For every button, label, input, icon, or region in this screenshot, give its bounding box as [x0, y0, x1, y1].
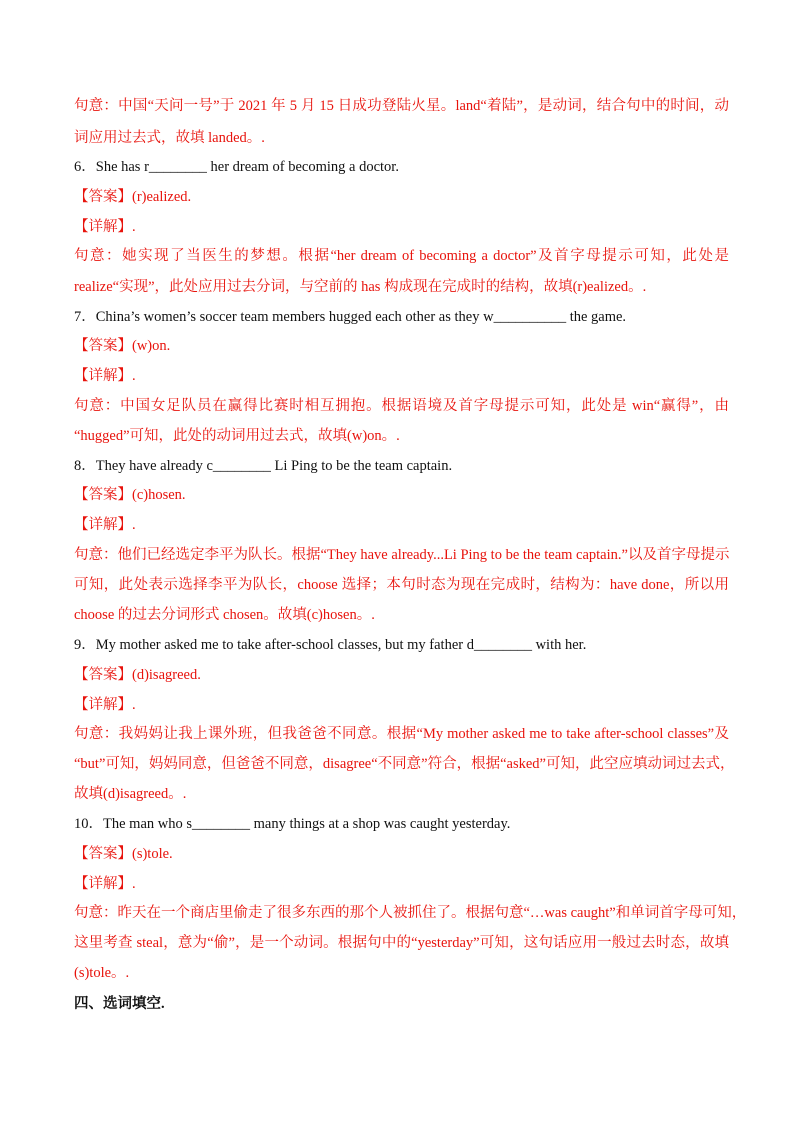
- explanation-text: 故填(d)isagreed。.: [74, 786, 187, 802]
- answer-label: 【答案】(w)on.: [74, 338, 171, 354]
- explanation-text: 句意：他们已经选定李平为队长。根据“They have already...Li Ping to be the team captain.”以及首字母提示: [74, 547, 730, 563]
- answer-label: 【答案】(r)ealized.: [74, 189, 192, 205]
- detail-label: 【详解】.: [74, 697, 136, 713]
- explanation-text: 句意：中国“天问一号”于 2021 年 5 月 15 日成功登陆火星。land“着陆”，是动词，结合句中的时间，动: [74, 98, 729, 114]
- question-7: 7．China’s women’s soccer team members hugged each other as they w__________ the game.: [74, 309, 627, 325]
- detail-label: 【详解】.: [74, 876, 136, 892]
- explanation-text: (s)tole。.: [74, 965, 130, 981]
- explanation-text: 词应用过去式，故填 landed。.: [74, 130, 265, 146]
- explanation-text: 句意：昨天在一个商店里偷走了很多东西的那个人被抓住了。根据句意“…was caught”和单词首字母可知，: [74, 905, 747, 921]
- explanation-text: 这里考查 steal，意为“偷”，是一个动词。根据句中的“yesterday”可知，这句话应用一般过去时态，故填: [74, 935, 729, 951]
- explanation-text: 句意：中国女足队员在赢得比赛时相互拥抱。根据语境及首字母提示可知，此处是 win“赢得”，由: [74, 398, 729, 414]
- detail-label: 【详解】.: [74, 368, 136, 384]
- explanation-text: realize“实现”，此处应用过去分词，与空前的 has 构成现在完成时的结构，故填(r)ealized。.: [74, 279, 647, 295]
- explanation-text: “hugged”可知，此处的动词用过去式，故填(w)on。.: [74, 428, 400, 444]
- explanation-text: choose 的过去分词形式 chosen。故填(c)hosen。.: [74, 607, 375, 623]
- question-10: 10．The man who s________ many things at a shop was caught yesterday.: [74, 816, 511, 832]
- explanation-text: “but”可知，妈妈同意，但爸爸不同意，disagree“不同意”符合，根据“asked”可知，此空应填动词过去式，: [74, 756, 735, 772]
- explanation-text: 句意：我妈妈让我上课外班，但我爸爸不同意。根据“My mother asked me to take after-school classes”及: [74, 726, 729, 742]
- answer-label: 【答案】(d)isagreed.: [74, 667, 201, 683]
- answer-label: 【答案】(s)tole.: [74, 846, 173, 862]
- question-6: 6．She has r________ her dream of becoming a doctor.: [74, 159, 399, 175]
- question-8: 8．They have already c________ Li Ping to be the team captain.: [74, 458, 453, 474]
- answer-label: 【答案】(c)hosen.: [74, 487, 186, 503]
- explanation-text: 句意：她实现了当医生的梦想。根据“her dream of becoming a doctor”及首字母提示可知，此处是: [74, 248, 729, 264]
- detail-label: 【详解】.: [74, 219, 136, 235]
- explanation-text: 可知，此处表示选择李平为队长，choose 选择；本句时态为现在完成时，结构为：have done，所以用: [74, 577, 729, 593]
- question-9: 9．My mother asked me to take after-school classes, but my father d________ with her.: [74, 637, 587, 653]
- detail-label: 【详解】.: [74, 517, 136, 533]
- section-heading: 四、选词填空.: [74, 996, 165, 1012]
